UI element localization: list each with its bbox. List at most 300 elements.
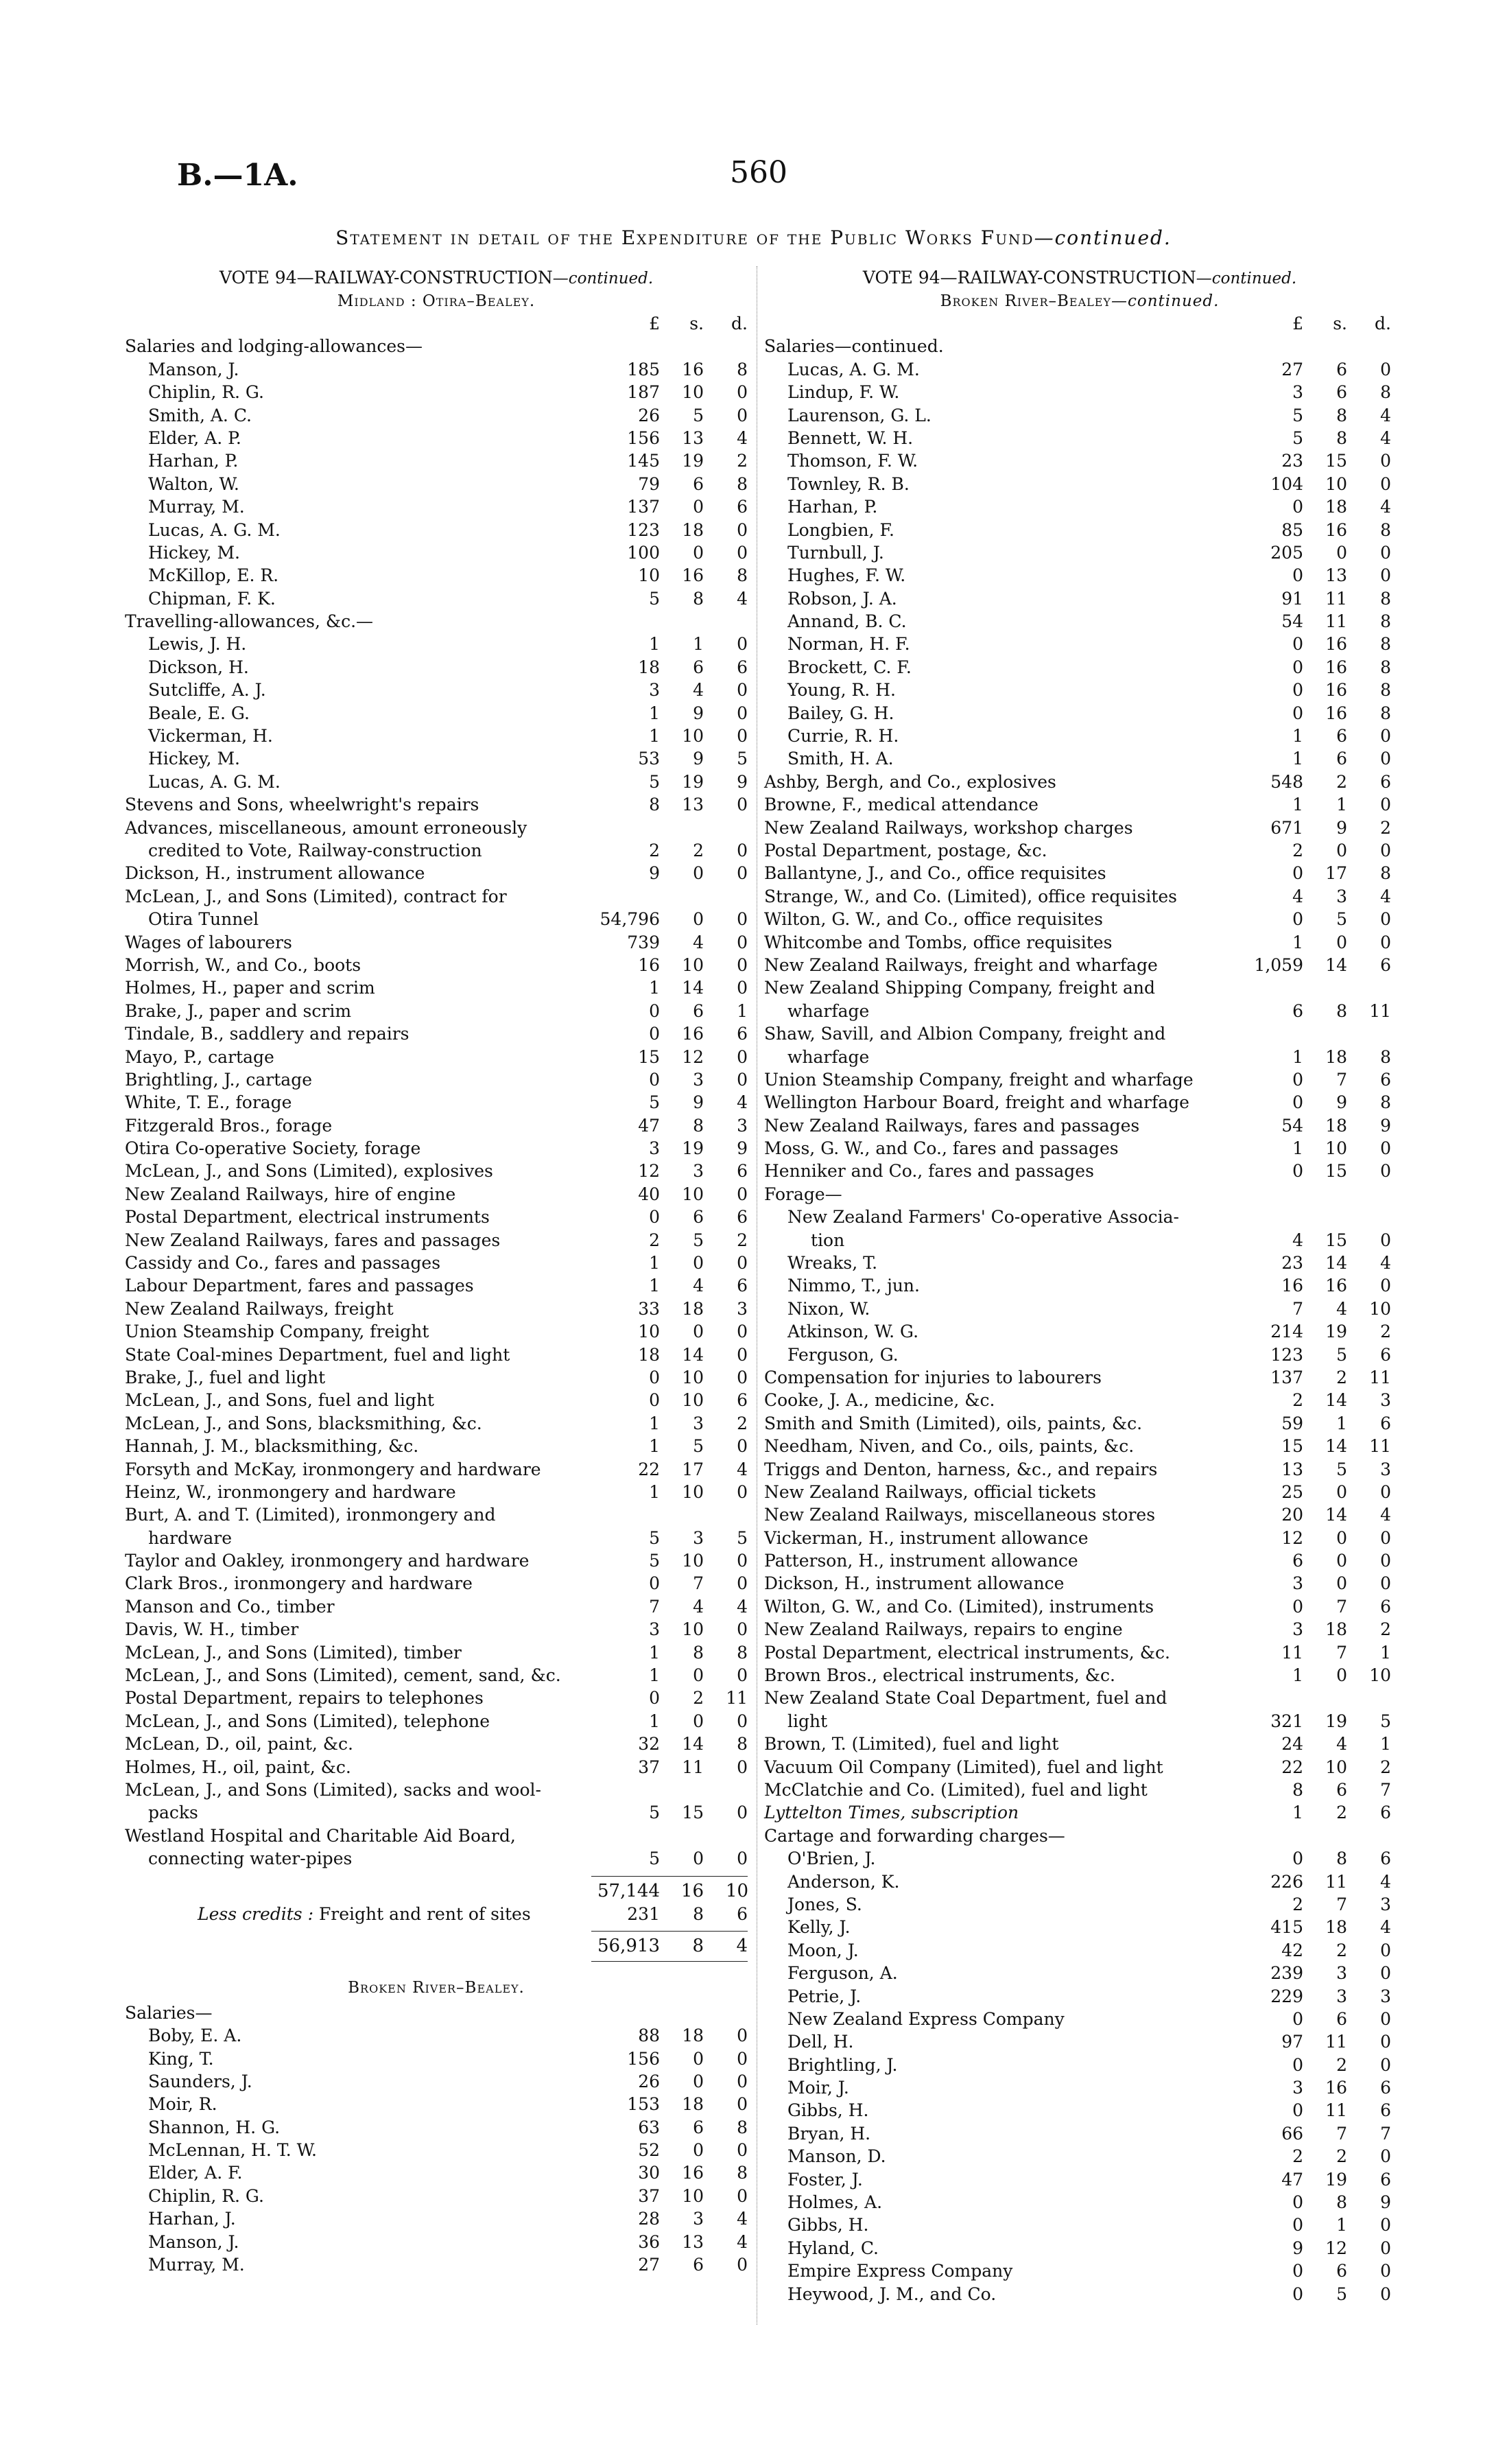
- amount-pence: 0: [737, 795, 748, 815]
- line-item: [125, 564, 748, 587]
- line-item: [764, 1114, 1395, 1137]
- line-description: McLean, J., and Sons, blacksmithing, &c.: [125, 1413, 482, 1433]
- amount-pence: 7: [1380, 2123, 1391, 2144]
- amount-pounds: 16: [638, 954, 660, 975]
- amount-shillings: 8: [693, 588, 704, 609]
- line-item: [125, 908, 748, 930]
- line-description: Postal Department, postage, &c.: [764, 840, 1047, 860]
- line-description: wharfage: [787, 1046, 870, 1067]
- amount-shillings: 16: [682, 1024, 704, 1044]
- amount-pounds: 66: [1281, 2123, 1303, 2144]
- amount-shillings: 14: [1325, 1436, 1347, 1457]
- amount-pence: 0: [1380, 2261, 1391, 2281]
- amount-shillings: 14: [1325, 954, 1347, 975]
- amount-pence: 1: [1380, 1734, 1391, 1755]
- amount-pence: 2: [737, 1413, 748, 1433]
- line-item: [764, 1939, 1395, 1962]
- line-description: Bennett, W. H.: [787, 427, 914, 448]
- line-description: Patterson, H., instrument allowance: [764, 1551, 1078, 1571]
- line-item: [125, 1320, 748, 1343]
- amount-pounds: 15: [1281, 1436, 1303, 1457]
- line-heading: [764, 976, 1395, 999]
- amount-shillings: 13: [682, 795, 704, 815]
- line-item: [125, 954, 748, 976]
- line-description: McLennan, H. T. W.: [148, 2140, 317, 2161]
- amount-shillings: 16: [1325, 634, 1347, 655]
- amount-pence: 0: [1380, 1276, 1391, 1296]
- line-item: [764, 1046, 1395, 1068]
- pence-header: d.: [731, 314, 748, 333]
- line-description: Davis, W. H., timber: [125, 1619, 299, 1640]
- amount-pounds: 52: [638, 2140, 660, 2161]
- line-item: [125, 2024, 748, 2047]
- line-item: [125, 1137, 748, 1160]
- line-description: Elder, A. P.: [148, 427, 241, 448]
- line-item: [764, 1389, 1395, 1411]
- line-item: [764, 1733, 1395, 1755]
- line-description: Atkinson, W. G.: [787, 1322, 919, 1342]
- amount-pence: 0: [737, 542, 748, 563]
- page-number: 560: [730, 155, 787, 190]
- amount-pence: 3: [737, 1115, 748, 1136]
- amount-pence: 0: [737, 1069, 748, 1090]
- amount-pence: 0: [737, 2094, 748, 2115]
- amount-shillings: 18: [1325, 1917, 1347, 1938]
- line-item: [125, 1252, 748, 1274]
- line-item: [764, 1000, 1395, 1022]
- line-description: Morrish, W., and Co., boots: [125, 954, 361, 975]
- line-description: McLean, D., oil, paint, &c.: [125, 1734, 353, 1755]
- amount-shillings: 0: [1336, 932, 1347, 952]
- amount-shillings: 18: [1325, 1115, 1347, 1136]
- amount-pounds: 13: [1281, 1459, 1303, 1479]
- amount-pounds: 18: [638, 657, 660, 677]
- line-item: [125, 1687, 748, 1709]
- amount-pounds: 205: [1270, 542, 1303, 563]
- amount-shillings: 8: [693, 1642, 704, 1663]
- amount-pounds: 5: [649, 1803, 660, 1823]
- line-description: New Zealand Railways, fares and passages: [125, 1230, 501, 1250]
- line-description: New Zealand Railways, freight and wharfage: [764, 954, 1158, 975]
- line-description: New Zealand Express Company: [787, 2008, 1065, 2029]
- amount-pounds: 0: [1292, 1596, 1303, 1617]
- line-item: [764, 519, 1395, 541]
- line-description: Wages of labourers: [125, 932, 292, 952]
- line-description: Lucas, A. G. M.: [148, 519, 281, 540]
- amount-shillings: 15: [1325, 451, 1347, 471]
- amount-pence: 8: [1380, 863, 1391, 884]
- line-description: Annand, B. C.: [787, 611, 907, 632]
- amount-pence: 4: [737, 427, 748, 448]
- amount-pence: 4: [737, 2209, 748, 2229]
- amount-pence: 6: [1380, 1413, 1391, 1433]
- amount-pence: 2: [1380, 1619, 1391, 1640]
- right-vote-heading: [764, 266, 1395, 290]
- left-vote-title: VOTE 94—RAILWAY-CONSTRUCTION: [219, 268, 553, 288]
- line-description: Foster, J.: [787, 2169, 863, 2190]
- amount-shillings: 10: [682, 1367, 704, 1387]
- amount-pence: 8: [1380, 703, 1391, 723]
- line-description: White, T. E., forage: [125, 1092, 292, 1113]
- amount-pence: 0: [737, 1757, 748, 1777]
- line-description: Ashby, Bergh, and Co., explosives: [764, 771, 1056, 792]
- amount-pence: 8: [737, 1734, 748, 1755]
- line-description: New Zealand Railways, miscellaneous stores: [764, 1505, 1156, 1525]
- amount-shillings: 3: [1336, 886, 1347, 906]
- amount-shillings: 12: [1325, 2238, 1347, 2258]
- amount-shillings: 13: [1325, 565, 1347, 586]
- line-item: [125, 1389, 748, 1411]
- amount-pounds: 321: [1270, 1711, 1303, 1731]
- amount-pence: 0: [737, 726, 748, 747]
- amount-shillings: 10: [682, 1481, 704, 1502]
- subtotal-pounds: 57,144: [597, 1880, 660, 1901]
- amount-pounds: 671: [1270, 817, 1303, 838]
- right-section-title: Broken River–Bealey: [940, 292, 1111, 310]
- line-description: New Zealand State Coal Department, fuel and: [764, 1688, 1167, 1709]
- pence-header: d.: [1375, 314, 1391, 333]
- amount-pounds: 8: [1292, 1780, 1303, 1800]
- line-heading: [125, 335, 748, 357]
- amount-pounds: 123: [627, 519, 660, 540]
- left-column: [125, 266, 748, 2276]
- line-item: [125, 1847, 748, 1870]
- amount-pence: 11: [1369, 1000, 1391, 1021]
- line-item: [125, 2116, 748, 2139]
- left-money-header: [125, 312, 748, 335]
- amount-pounds: 36: [638, 2231, 660, 2252]
- amount-shillings: 9: [1336, 817, 1347, 838]
- amount-pence: 0: [1380, 451, 1391, 471]
- amount-pence: 6: [1380, 1803, 1391, 1823]
- line-heading: [125, 1824, 748, 1847]
- amount-pounds: 40: [638, 1184, 660, 1204]
- amount-shillings: 14: [1325, 1253, 1347, 1274]
- line-item: [764, 1137, 1395, 1160]
- line-item: [764, 2076, 1395, 2099]
- amount-shillings: 10: [682, 382, 704, 403]
- statement-title-main: Statement in detail of the Expenditure of the Public Works Fund: [335, 226, 1034, 249]
- line-description: McLean, J., and Sons (Limited), telephone: [125, 1711, 490, 1731]
- line-item: [764, 2237, 1395, 2260]
- amount-shillings: 7: [1336, 1642, 1347, 1663]
- amount-pounds: 59: [1281, 1413, 1303, 1433]
- line-item: [764, 2030, 1395, 2053]
- less-credits-text: Freight and rent of sites: [318, 1903, 531, 1924]
- line-description: New Zealand Farmers' Co-operative Associa-: [787, 1207, 1179, 1228]
- amount-pounds: 548: [1270, 771, 1303, 792]
- amount-shillings: 13: [682, 427, 704, 448]
- line-description: Cooke, J. A., medicine, &c.: [764, 1390, 995, 1411]
- line-item: [125, 519, 748, 541]
- amount-shillings: 4: [693, 1276, 704, 1296]
- amount-pounds: 5: [649, 1849, 660, 1869]
- line-item: [125, 473, 748, 495]
- line-description: Brown Bros., electrical instruments, &c.: [764, 1665, 1115, 1686]
- amount-pence: 8: [737, 2163, 748, 2183]
- amount-shillings: 16: [1325, 680, 1347, 701]
- amount-pence: 8: [1380, 382, 1391, 403]
- line-item: [764, 862, 1395, 884]
- amount-pounds: 10: [638, 1322, 660, 1342]
- line-description: Lindup, F. W.: [787, 382, 900, 403]
- line-item: [125, 1160, 748, 1182]
- subtotal-pence: 10: [726, 1880, 749, 1901]
- line-heading: [764, 1183, 1395, 1206]
- amount-pounds: 0: [1292, 680, 1303, 701]
- amount-pence: 9: [737, 1138, 748, 1159]
- amount-shillings: 14: [1325, 1505, 1347, 1525]
- amount-pence: 4: [737, 2231, 748, 2252]
- line-description: Holmes, H., paper and scrim: [125, 978, 375, 998]
- amount-pence: 0: [1380, 2146, 1391, 2167]
- amount-pence: 0: [737, 932, 748, 952]
- line-item: [125, 2070, 748, 2093]
- amount-pounds: 5: [649, 771, 660, 792]
- amount-pence: 0: [1380, 2284, 1391, 2304]
- amount-pounds: 1: [1292, 795, 1303, 815]
- amount-pounds: 2: [1292, 2146, 1303, 2167]
- line-description: New Zealand Railways, freight: [125, 1298, 394, 1319]
- amount-pounds: 15: [638, 1046, 660, 1067]
- amount-pence: 11: [1369, 1367, 1391, 1387]
- amount-pence: 0: [737, 2071, 748, 2091]
- line-description: Salaries—continued.: [764, 336, 944, 357]
- line-item: [764, 2168, 1395, 2191]
- line-item: [125, 2185, 748, 2207]
- amount-shillings: 6: [693, 2255, 704, 2275]
- line-item: [125, 404, 748, 427]
- amount-pounds: 53: [638, 749, 660, 769]
- amount-pence: 0: [737, 634, 748, 655]
- amount-pounds: 0: [649, 1024, 660, 1044]
- line-description: Wilton, G. W., and Co. (Limited), instruments: [764, 1596, 1154, 1617]
- line-description: Brake, J., fuel and light: [125, 1367, 326, 1387]
- amount-shillings: 7: [693, 1573, 704, 1594]
- amount-pounds: 3: [1292, 1619, 1303, 1640]
- amount-pounds: 0: [1292, 657, 1303, 677]
- amount-pence: 4: [1380, 427, 1391, 448]
- line-item: [764, 1412, 1395, 1435]
- line-description: New Zealand Shipping Company, freight and: [764, 978, 1156, 998]
- amount-pence: 0: [737, 1344, 748, 1365]
- amount-pence: 0: [1380, 565, 1391, 586]
- amount-pence: 6: [737, 657, 748, 677]
- line-item: [764, 358, 1395, 381]
- amount-shillings: 0: [1336, 840, 1347, 860]
- amount-shillings: 14: [682, 1344, 704, 1365]
- amount-shillings: 0: [693, 909, 704, 930]
- amount-shillings: 6: [1336, 726, 1347, 747]
- amount-pence: 0: [1380, 2008, 1391, 2029]
- line-heading: [125, 2002, 748, 2024]
- amount-shillings: 0: [693, 542, 704, 563]
- amount-shillings: 19: [1325, 2169, 1347, 2190]
- amount-shillings: 4: [693, 932, 704, 952]
- amount-pounds: 10: [638, 565, 660, 586]
- amount-pounds: 23: [1281, 451, 1303, 471]
- amount-shillings: 10: [682, 1184, 704, 1204]
- left-expenditure-list: [125, 335, 748, 1870]
- amount-pence: 4: [737, 588, 748, 609]
- line-item: [125, 1068, 748, 1091]
- amount-pounds: 7: [1292, 1298, 1303, 1319]
- amount-pence: 8: [1380, 1092, 1391, 1113]
- line-item: [125, 1229, 748, 1252]
- amount-shillings: 10: [682, 1551, 704, 1571]
- amount-pounds: 0: [649, 1573, 660, 1594]
- amount-pence: 0: [1380, 1940, 1391, 1960]
- line-item: [125, 2161, 748, 2184]
- amount-pence: 0: [1380, 795, 1391, 815]
- line-description: Stevens and Sons, wheelwright's repairs: [125, 795, 479, 815]
- line-description: State Coal-mines Department, fuel and light: [125, 1344, 510, 1365]
- amount-shillings: 6: [1336, 359, 1347, 379]
- line-item: [764, 1962, 1395, 1984]
- amount-pence: 8: [1380, 1046, 1391, 1067]
- amount-shillings: 0: [1336, 1527, 1347, 1548]
- amount-pence: 0: [737, 2255, 748, 2275]
- amount-pounds: 25: [1281, 1481, 1303, 1502]
- amount-shillings: 5: [1336, 909, 1347, 930]
- right-section-continued: —continued.: [1111, 292, 1220, 310]
- amount-pence: 6: [1380, 1849, 1391, 1869]
- amount-pence: 6: [1380, 2169, 1391, 2190]
- amount-pounds: 26: [638, 2071, 660, 2091]
- amount-pounds: 187: [627, 382, 660, 403]
- line-item: [125, 1710, 748, 1733]
- line-description: Otira Co-operative Society, forage: [125, 1138, 421, 1159]
- net-total-bottom-rule: [591, 1961, 748, 1962]
- amount-shillings: 0: [1336, 1551, 1347, 1571]
- line-description: Chiplin, R. G.: [148, 2185, 264, 2206]
- line-item: [125, 2253, 748, 2276]
- amount-pounds: 0: [1292, 2215, 1303, 2236]
- line-item: [764, 725, 1395, 747]
- amount-pounds: 5: [1292, 405, 1303, 425]
- line-item: [764, 679, 1395, 701]
- line-item: [764, 1916, 1395, 1938]
- amount-shillings: 3: [693, 1413, 704, 1433]
- amount-pence: 0: [1380, 2032, 1391, 2052]
- line-heading: [764, 1687, 1395, 1709]
- amount-pence: 0: [1380, 1161, 1391, 1182]
- line-item: [125, 1344, 748, 1366]
- line-description: Gibbs, H.: [787, 2215, 869, 2236]
- amount-shillings: 16: [682, 565, 704, 586]
- line-description: Vickerman, H.: [148, 726, 273, 747]
- amount-shillings: 19: [682, 451, 704, 471]
- amount-shillings: 6: [693, 473, 704, 494]
- amount-shillings: 18: [682, 2026, 704, 2046]
- amount-shillings: 11: [682, 1757, 704, 1777]
- amount-pence: 3: [1380, 1894, 1391, 1914]
- line-description: Bailey, G. H.: [787, 703, 894, 723]
- line-description: wharfage: [787, 1000, 870, 1021]
- line-item: [764, 564, 1395, 587]
- line-item: [125, 449, 748, 472]
- amount-pounds: 0: [1292, 2284, 1303, 2304]
- line-item: [764, 495, 1395, 518]
- amount-shillings: 0: [1336, 1481, 1347, 1502]
- amount-pence: 2: [1380, 1757, 1391, 1777]
- line-item: [125, 1435, 748, 1457]
- amount-pence: 0: [1380, 2238, 1391, 2258]
- amount-pounds: 2: [1292, 1390, 1303, 1411]
- line-item: [764, 1870, 1395, 1893]
- amount-shillings: 18: [682, 1298, 704, 1319]
- amount-pence: 0: [737, 2140, 748, 2161]
- amount-shillings: 1: [1336, 2215, 1347, 2236]
- amount-pence: 2: [737, 1230, 748, 1250]
- line-item: [764, 1641, 1395, 1664]
- amount-shillings: 19: [682, 1138, 704, 1159]
- amount-shillings: 11: [1325, 1871, 1347, 1892]
- line-item: [764, 404, 1395, 427]
- amount-pounds: 3: [1292, 382, 1303, 403]
- amount-pence: 0: [737, 1551, 748, 1571]
- amount-pounds: 9: [649, 863, 660, 884]
- amount-pence: 5: [737, 1527, 748, 1548]
- right-vote-continued: —continued.: [1196, 270, 1297, 288]
- line-description: Nimmo, T., jun.: [787, 1276, 920, 1296]
- amount-pence: 6: [1380, 1344, 1391, 1365]
- line-description: Vickerman, H., instrument allowance: [764, 1527, 1089, 1548]
- amount-pence: 2: [737, 451, 748, 471]
- amount-shillings: 10: [1325, 473, 1347, 494]
- amount-pounds: 0: [649, 1000, 660, 1021]
- line-item: [125, 679, 748, 701]
- amount-pence: 0: [737, 1849, 748, 1869]
- line-item: [125, 839, 748, 862]
- line-item: [764, 1481, 1395, 1503]
- line-description: connecting water-pipes: [148, 1849, 353, 1869]
- line-item: [764, 2122, 1395, 2145]
- amount-pounds: 1: [649, 703, 660, 723]
- amount-pence: 6: [1380, 1069, 1391, 1090]
- line-description: Cassidy and Co., fares and passages: [125, 1253, 441, 1274]
- amount-shillings: 6: [1336, 749, 1347, 769]
- line-description: Chipman, F. K.: [148, 588, 276, 609]
- amount-pence: 0: [737, 1481, 748, 1502]
- line-description: Dell, H.: [787, 2032, 854, 2052]
- line-item: [764, 2260, 1395, 2282]
- amount-pence: 10: [1369, 1298, 1391, 1319]
- amount-pounds: 54,796: [600, 909, 660, 930]
- line-description: Lucas, A. G. M.: [148, 771, 281, 792]
- line-description: Hickey, M.: [148, 749, 240, 769]
- amount-shillings: 5: [693, 405, 704, 425]
- amount-shillings: 8: [1336, 2192, 1347, 2213]
- amount-pounds: 37: [638, 1757, 660, 1777]
- amount-shillings: 14: [1325, 1390, 1347, 1411]
- amount-pounds: 0: [1292, 909, 1303, 930]
- amount-pounds: 0: [1292, 2192, 1303, 2213]
- amount-pounds: 12: [638, 1161, 660, 1182]
- amount-pence: 0: [1380, 1527, 1391, 1548]
- line-item: [764, 817, 1395, 839]
- amount-pence: 0: [737, 1046, 748, 1067]
- amount-pounds: 1: [1292, 932, 1303, 952]
- amount-shillings: 0: [693, 1665, 704, 1686]
- line-description: Fitzgerald Bros., forage: [125, 1115, 333, 1136]
- line-item: [764, 908, 1395, 930]
- amount-pence: 8: [737, 565, 748, 586]
- amount-shillings: 15: [682, 1803, 704, 1823]
- amount-pence: 0: [737, 382, 748, 403]
- line-description: Currie, R. H.: [787, 726, 899, 747]
- line-item: [764, 793, 1395, 816]
